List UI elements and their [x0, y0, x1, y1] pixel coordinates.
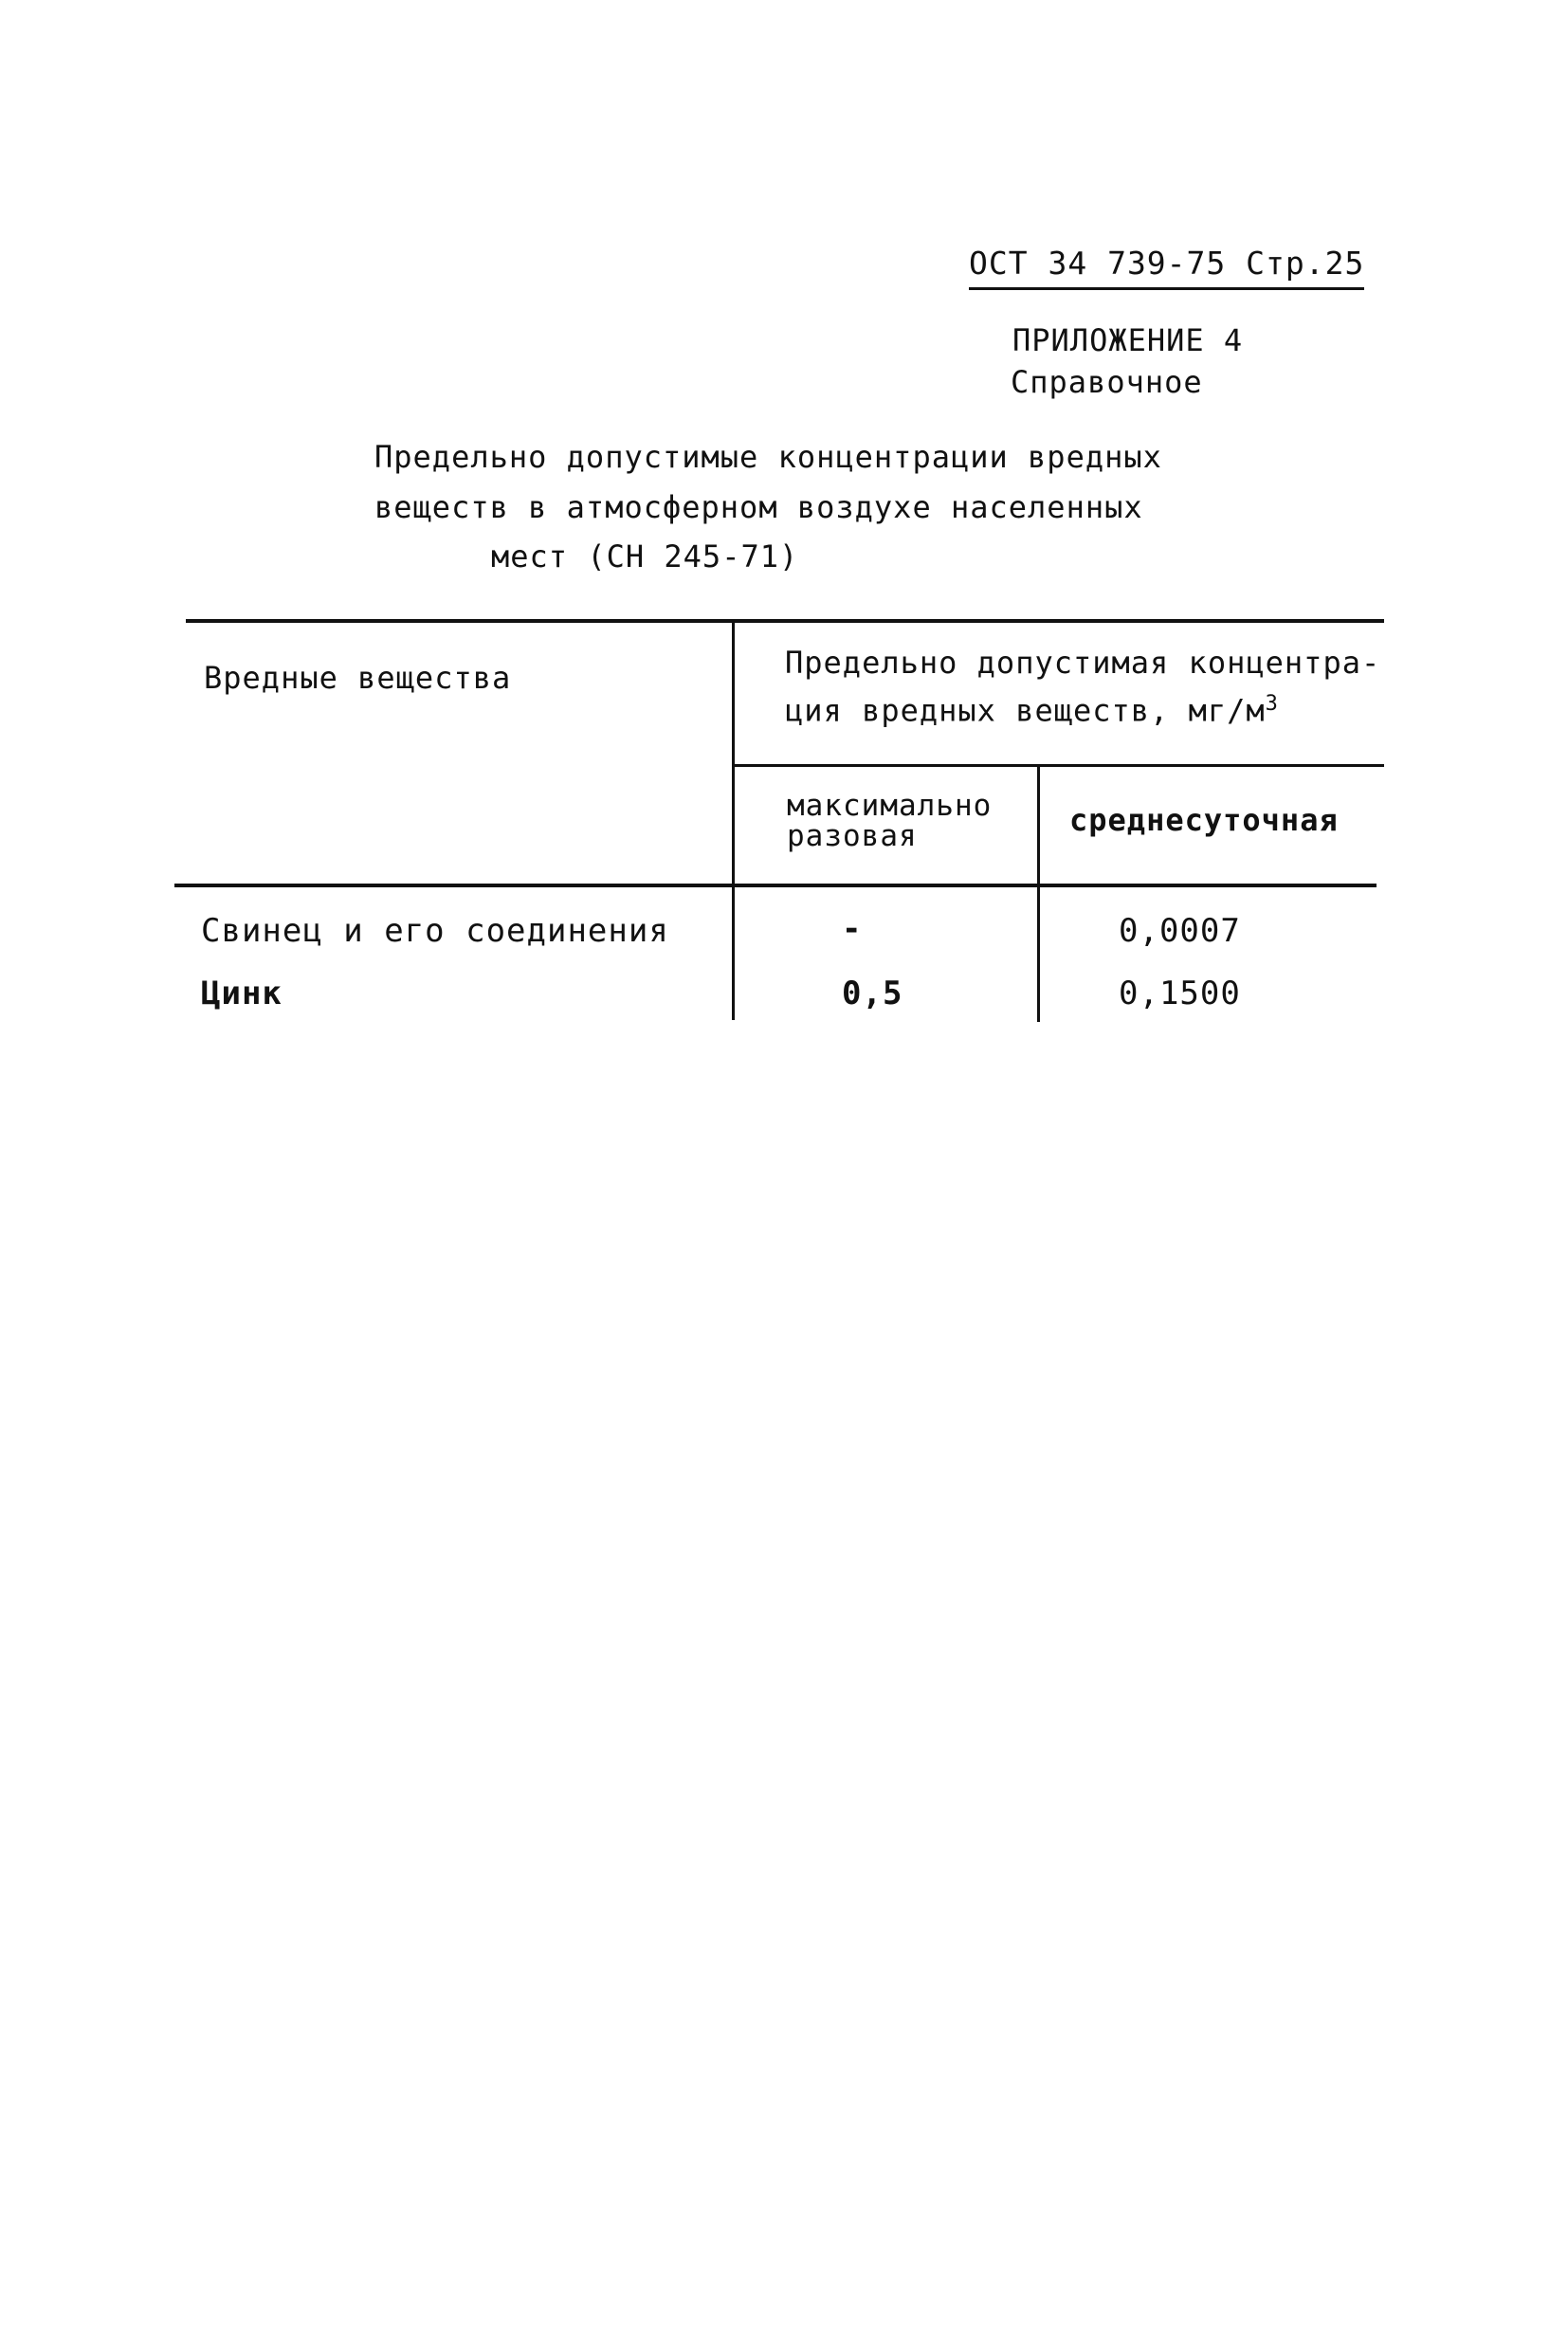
title-line-3: мест (СН 245-71) [491, 538, 799, 574]
subheader-rule [733, 764, 1384, 767]
table-top-rule [186, 619, 1384, 623]
title-line-2: веществ в атмосферном воздухе населенных [374, 489, 1143, 525]
group-header-line-2: ция вредных веществ, $мг/м^3$ [785, 692, 1279, 729]
appendix-type: Справочное [1011, 364, 1203, 400]
table-row-max: 0,5 [842, 975, 903, 1012]
group-header-line-1: Предельно допустимая концентра- [785, 645, 1381, 681]
subheader-max-line-1: максимально [787, 789, 993, 823]
appendix-label: ПРИЛОЖЕНИЕ 4 [1012, 322, 1244, 358]
subheader-daily: среднесуточная [1069, 802, 1339, 838]
subheader-max [787, 791, 992, 851]
table-header-bottom-rule [174, 884, 1377, 887]
unit-superscript: 3 [1265, 692, 1279, 716]
table-row-substance: Свинец и его соединения [201, 912, 669, 950]
title-line-1: Предельно допустимые концентрации вредных [374, 439, 1162, 475]
column-header-substances: Вредные вещества [204, 660, 512, 696]
table-row-daily: 0,0007 [1119, 912, 1241, 950]
table-row-substance: Цинк [201, 975, 283, 1012]
subheader-max-line-2: разовая [787, 819, 918, 853]
table-row-max: - [842, 910, 863, 948]
table-row-daily: 0,1500 [1119, 975, 1241, 1012]
column-divider-1 [732, 622, 735, 1020]
document-code: ОСТ 34 739-75 Стр.25 [969, 245, 1364, 290]
column-divider-2 [1037, 764, 1040, 1022]
